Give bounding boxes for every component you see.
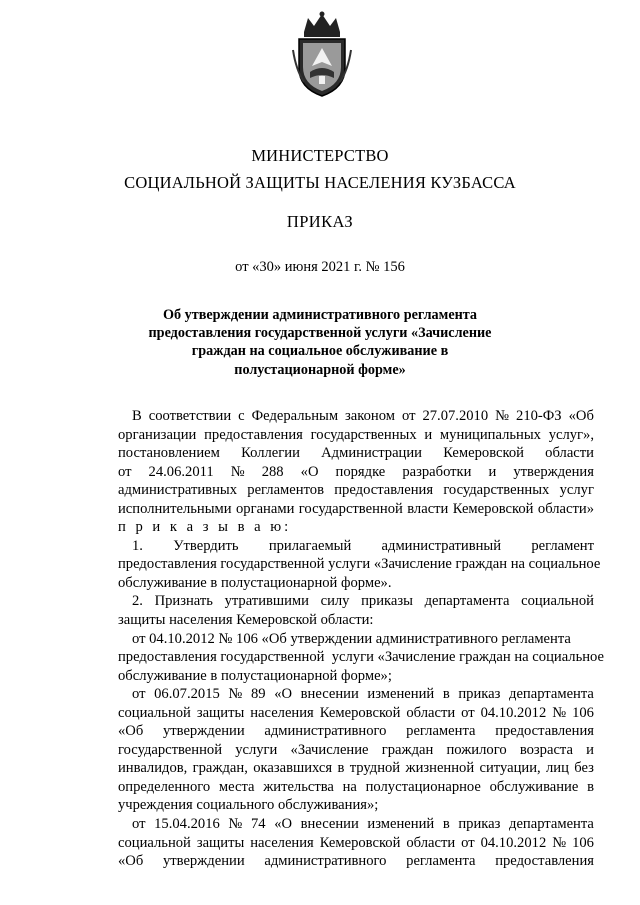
body-word: регламентов [247, 482, 324, 499]
body-word: 288 [261, 463, 284, 480]
body-word: 2. [132, 593, 143, 610]
body-word: утверждении [162, 853, 245, 870]
body-word: и [488, 463, 497, 480]
body-word: государственной [118, 741, 223, 758]
body-word: на [342, 778, 357, 795]
body-word: лиц [546, 760, 569, 777]
body-word: Утвердить [173, 537, 239, 554]
body-line [118, 555, 601, 574]
body-line [118, 518, 594, 537]
body-word: и [586, 741, 594, 758]
body-word: регламент [531, 537, 594, 554]
body-word: трудной [349, 760, 401, 777]
body-word: муниципальных [439, 426, 541, 443]
body-word: от [461, 704, 475, 721]
body-line [118, 852, 594, 871]
body-word: власти [407, 500, 449, 517]
body-word: и [424, 426, 433, 443]
body-line [118, 407, 594, 426]
body-word: административных [118, 482, 237, 499]
body-word: законом [345, 408, 395, 424]
body-word: от [132, 816, 146, 833]
body-word: предоставления [334, 482, 434, 499]
body-word: социальной [118, 704, 191, 721]
body-line [118, 592, 594, 611]
body-word: от [132, 686, 146, 703]
body-word: № [228, 686, 243, 703]
ministry-name [0, 146, 640, 200]
body-word: «Об [568, 408, 594, 424]
body-word: государственных [443, 482, 550, 499]
body-line [118, 648, 605, 667]
body-word: области [545, 445, 594, 462]
body-word: регламента [406, 723, 476, 740]
body-line [118, 685, 594, 704]
body-word: ситуации, [479, 760, 541, 777]
body-word: в [587, 778, 594, 795]
body-word: силу [320, 593, 350, 610]
body-word: соответствии [148, 408, 232, 424]
body-word: приказ [458, 816, 501, 833]
body-word: утратившими [224, 593, 309, 610]
body-word: 15.04.2016 [154, 816, 220, 833]
document-body [118, 407, 605, 871]
body-word: Кемеровской [319, 834, 401, 851]
body-word: департамента [509, 816, 594, 833]
body-word: № [228, 816, 243, 833]
body-word: 24.06.2011 [148, 463, 214, 480]
body-word: изменений [367, 816, 435, 833]
body-word: инвалидов, [118, 760, 188, 777]
body-line [118, 722, 594, 741]
body-word: № [230, 463, 245, 480]
document-title [0, 306, 640, 379]
body-word: 106 [572, 704, 594, 721]
body-word: от [118, 463, 132, 480]
body-word: социальной [521, 593, 594, 610]
body-word: Признать [154, 593, 213, 610]
body-word: 89 [250, 686, 266, 703]
body-line [118, 426, 594, 445]
body-word: 74 [250, 816, 266, 833]
body-line [118, 815, 594, 834]
document-date-number: от «30» июня 2021 г. № 156 [235, 259, 405, 275]
body-line [118, 574, 594, 593]
body-word: в [442, 686, 450, 703]
body-word: жительства [263, 778, 334, 795]
body-word: внесении [300, 816, 359, 833]
body-word: защиты населения Кемеровской области: [118, 612, 374, 629]
body-word: административного [264, 723, 387, 740]
body-word: исполнительными [118, 500, 232, 517]
body-word: населения [250, 834, 314, 851]
body-word: жизненной [405, 760, 475, 777]
body-word: обслуживание [489, 778, 579, 795]
body-word: Кемеровской [443, 445, 524, 462]
body-word: государственных [310, 426, 417, 443]
body-word: услуги [235, 741, 278, 758]
body-word: в [337, 760, 345, 777]
body-word: организации [118, 426, 197, 443]
body-word: обслуживание в полустационарной форме». [118, 574, 392, 591]
document-type: ПРИКАЗ [286, 212, 354, 231]
title-line: граждан на социальное обслуживание в [191, 343, 449, 360]
body-word: «Зачисление [290, 741, 369, 758]
body-word: населения [250, 704, 314, 721]
body-word: в [442, 816, 450, 833]
body-word: 1. [132, 537, 143, 554]
body-word: определенного [118, 778, 211, 795]
body-word: предоставления государственной услуги «Зачисление граждан на социальное [118, 649, 605, 666]
body-word: области [406, 704, 456, 721]
body-word: административный [381, 537, 502, 554]
body-word: предоставления [495, 723, 594, 740]
body-word: № [495, 408, 510, 424]
body-word: защиты [196, 704, 245, 721]
body-line [118, 630, 594, 649]
body-line [118, 444, 594, 463]
body-line [118, 667, 594, 686]
body-word: государственной [298, 500, 403, 517]
body-line [118, 796, 594, 815]
body-line [118, 759, 594, 778]
body-word: услуг [559, 482, 594, 499]
body-word: «Об [118, 723, 144, 740]
body-word: от [401, 408, 416, 424]
body-word: № [552, 834, 567, 851]
body-line [118, 463, 594, 482]
body-word: «О [274, 686, 293, 703]
body-line [118, 778, 594, 797]
body-word: услуг», [548, 426, 594, 443]
body-word: постановлением [118, 445, 220, 462]
body-line [118, 500, 594, 519]
body-word: утверждения [513, 463, 594, 480]
body-word: полустационарное [365, 778, 481, 795]
body-word: разработки [402, 463, 472, 480]
body-word: Федеральным [251, 408, 339, 424]
body-word: В [132, 408, 142, 424]
body-word: 106 [572, 834, 594, 851]
body-word: изменений [367, 686, 435, 703]
body-word: учреждения социального обслуживания»; [118, 797, 379, 814]
ministry-line-1: МИНИСТЕРСТВО [251, 146, 389, 165]
body-word: порядке [335, 463, 386, 480]
coat-of-arms-icon [290, 10, 354, 98]
body-word: без [574, 760, 594, 777]
body-word: Кемеровской [319, 704, 401, 721]
body-word: с [238, 408, 245, 424]
body-word: «О [274, 816, 293, 833]
body-word: внесении [300, 686, 359, 703]
body-word: области» [537, 500, 594, 517]
body-word: «Об [118, 853, 144, 870]
body-word: № [552, 704, 567, 721]
body-word: Кемеровской [452, 500, 534, 517]
body-line [118, 834, 594, 853]
body-line [118, 537, 594, 556]
body-word: «О [300, 463, 319, 480]
title-line: полустационарной форме» [234, 361, 406, 378]
body-line [118, 611, 594, 630]
body-word: граждан, [192, 760, 248, 777]
body-word: департамента [424, 593, 510, 610]
body-word: 06.07.2015 [154, 686, 220, 703]
body-word: предоставления государственной услуги «Зачисление граждан на социальное [118, 556, 601, 573]
body-word: предоставления [495, 853, 594, 870]
title-line: Об утверждении административного регламента [162, 307, 478, 323]
title-line: предоставления государственной услуги «Зачисление [148, 325, 492, 342]
body-word: п р и к а з ы в а ю: [118, 519, 292, 536]
body-word: от [461, 834, 475, 851]
body-word: обслуживание в полустационарной форме»; [118, 667, 392, 684]
body-line [118, 481, 594, 500]
body-line [118, 741, 594, 760]
body-word: 27.07.2010 [422, 408, 489, 424]
body-word: предоставления [204, 426, 303, 443]
body-word: Коллегии [241, 445, 300, 462]
body-word: 04.10.2012 [480, 704, 547, 721]
body-word: социальной [118, 834, 191, 851]
body-word: Администрации [321, 445, 422, 462]
ministry-line-2: СОЦИАЛЬНОЙ ЗАЩИТЫ НАСЕЛЕНИЯ КУЗБАССА [124, 173, 516, 192]
body-word: 210-ФЗ [516, 408, 562, 424]
body-word: 04.10.2012 [480, 834, 547, 851]
body-word: регламента [406, 853, 476, 870]
body-word: места [218, 778, 255, 795]
body-word: пожилого [446, 741, 507, 758]
body-word: утверждении [162, 723, 245, 740]
body-line [118, 704, 594, 723]
body-word: граждан [381, 741, 434, 758]
body-word: возраста [519, 741, 573, 758]
body-word: от 04.10.2012 № 106 «Об утверждении административного регламента [132, 630, 571, 647]
body-word: приказ [458, 686, 501, 703]
body-word: приказы [361, 593, 413, 610]
body-word: области [406, 834, 456, 851]
body-word: защиты [196, 834, 245, 851]
body-word: административного [264, 853, 387, 870]
body-word: прилагаемый [268, 537, 352, 554]
body-word: органами [235, 500, 295, 517]
body-word: оказавшихся [253, 760, 333, 777]
body-word: департамента [509, 686, 594, 703]
